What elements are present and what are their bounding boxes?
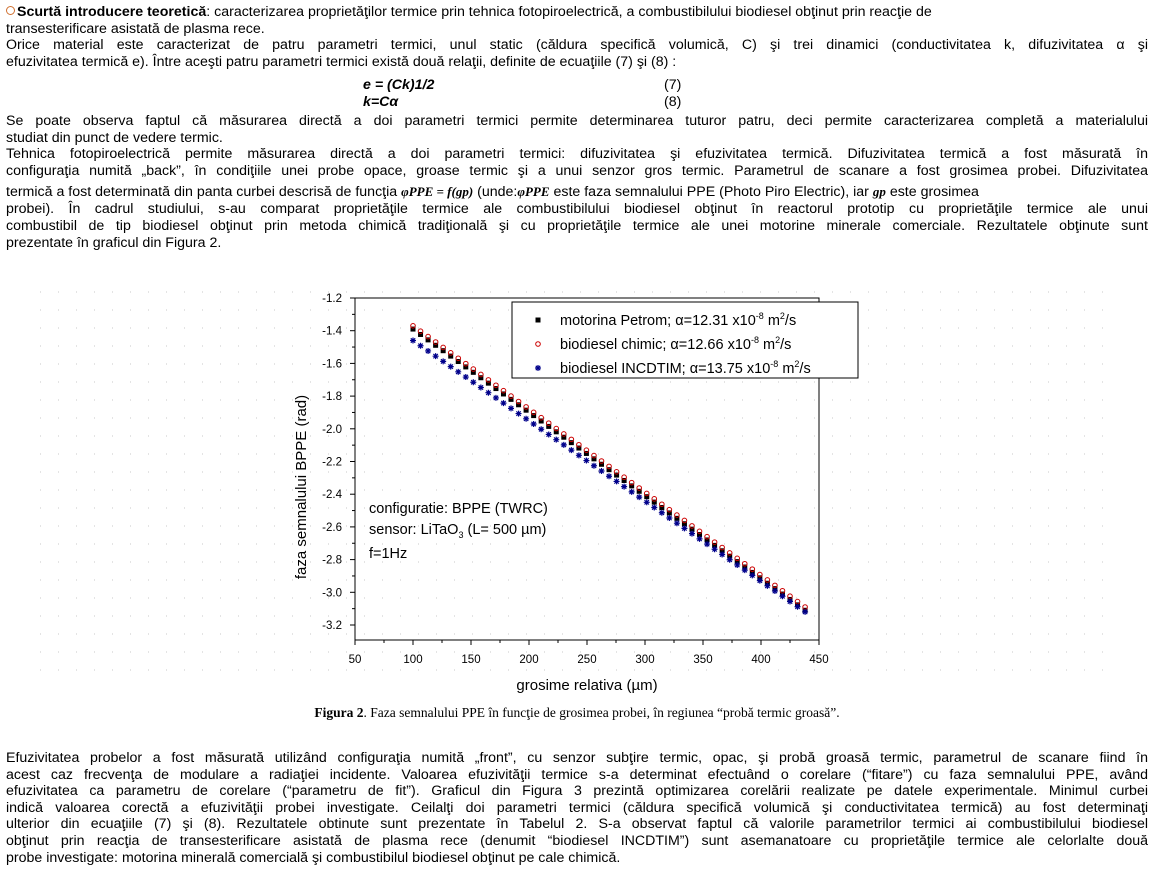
annotation-block — [369, 501, 548, 562]
data-point — [448, 364, 454, 370]
intro-line-3: Orice material este caracterizat de patru parametri termici, unul static (căldura specifică volumică, C) şi trei dinamici (conductivitatea k, difuzivitatea α şi — [6, 37, 1148, 54]
paragraph-3 — [6, 750, 1148, 866]
p3-line-5: ulterior din ecuaţiile (7) şi (8). Rezultatele obtinute sunt prezentate în Tabelul 2. S-a observat faptul că valorile parametrilor termici ai combustibilului biodiesel — [6, 816, 1148, 833]
p2-line-5: termică a fost determinată din panta curbei descrisă de funcţia φPPE = f(gp) (unde:φPPE este faza semnalului PPE (Photo Piro Electric), iar gp este grosimea — [6, 184, 979, 201]
intro-heading: Scurtă introducere teoretică — [17, 4, 207, 20]
data-point — [591, 463, 597, 469]
data-point — [704, 541, 710, 547]
data-point — [636, 494, 642, 500]
y-tick-label: -1.4 — [322, 325, 342, 338]
x-axis-label: grosime relativa (µm) — [516, 677, 658, 694]
y-tick-label: -2.4 — [322, 489, 342, 502]
intro-line-4: efuzivitatea termică e). Între aceşti patru parametri termici există două relaţii, definite de ecuaţiile (7) şi (8) : — [6, 53, 677, 70]
data-point — [697, 536, 703, 542]
data-point — [757, 578, 763, 584]
data-point — [576, 452, 582, 458]
p3-line-7: probe investigate: motorina minerală comercială şi combustibilul biodiesel obţinut pe cale chimică. — [6, 849, 621, 866]
x-tick-label: 200 — [519, 654, 539, 666]
data-point — [749, 572, 755, 578]
data-point — [742, 567, 748, 573]
data-point — [712, 546, 718, 552]
x-tick-label: 450 — [809, 654, 829, 666]
data-point — [516, 411, 522, 417]
y-tick-label: -2.6 — [322, 521, 342, 534]
y-tick-label: -1.6 — [322, 358, 342, 371]
legend-marker — [535, 365, 541, 371]
x-tick-label: 400 — [751, 654, 771, 666]
x-tick-label: 300 — [635, 654, 655, 666]
data-point — [644, 499, 650, 505]
equation-7: e = (Ck)1/2 — [363, 77, 435, 93]
data-point — [779, 593, 785, 599]
phi-formula: φPPE = f(gp) — [401, 184, 474, 200]
data-point — [500, 400, 506, 406]
data-point — [629, 489, 635, 495]
p2-line-6: probei). În cadrul studiului, s-au comparat proprietăţile termice ale combustibilului biodiesel obţinut în reactorul prototip cu proprietăţile termice ale unui — [6, 201, 1148, 218]
x-tick-label: 150 — [461, 654, 481, 666]
y-tick-label: -3.0 — [322, 587, 342, 600]
p3-line-4: indică valoarea corectă a efuzivităţii probei investigate. Ceilalţi doi parametri termici (căldura specifică volumică şi conductivitatea termică) au fost determinaţi — [6, 799, 1148, 816]
x-tick-label: 50 — [348, 654, 362, 666]
data-point — [802, 609, 808, 615]
x-tick-label: 100 — [403, 654, 423, 666]
data-point — [531, 421, 537, 427]
p3-line-6: obţinut prin reacţia de transesterificare asistată de plasma rece (denumit “biodiesel INCDTIM”) sunt asemanatoare cu proprietăţile termice ale celorlalte două — [6, 832, 1148, 849]
y-axis-label: faza semnalului BPPE (rad) — [293, 394, 310, 580]
p2-line-2: studiat din punct de vedere termic. — [6, 129, 223, 146]
data-point — [606, 473, 612, 479]
legend-entry: motorina Petrom; α=12.31 $x10^{-8}$ $m^2/s$ — [560, 311, 797, 329]
legend-entry: biodiesel chimic; α=12.66 $x10^{-8}$ $m^2/s$ — [560, 335, 792, 353]
caption-label: Figura 2 — [314, 705, 364, 720]
caption-text: . Faza semnalului PPE în funcţie de grosimea probei, în regiunea “probă termic groasă”. — [363, 705, 840, 720]
data-point — [538, 426, 544, 432]
data-point — [561, 442, 567, 448]
data-point — [719, 552, 725, 558]
data-point — [410, 338, 416, 344]
data-point — [546, 431, 552, 437]
data-point — [508, 405, 514, 411]
data-point — [787, 598, 793, 604]
y-tick-label: -1.8 — [322, 391, 342, 404]
data-point — [599, 468, 605, 474]
annotation-config: configuratie: BPPE (TWRC) — [369, 501, 548, 517]
figure-caption — [0, 705, 1154, 721]
data-point — [583, 458, 589, 464]
data-point — [433, 353, 439, 359]
data-point — [614, 478, 620, 484]
data-point — [659, 510, 665, 516]
p3-line-2: acest caz frecvenţa de modulare a radiaţiei incidente. Valoarea efuzivităţii termice s-a determinat efectuând o corelare (“fitare”) cu faza semnalului PPE, având — [6, 766, 1148, 783]
data-point — [772, 588, 778, 594]
data-point — [568, 447, 574, 453]
p2-line-8: prezentate în graficul din Figura 2. — [6, 234, 222, 251]
data-point — [674, 520, 680, 526]
y-tick-label: -1.2 — [322, 293, 342, 305]
p2-line-3: Tehnica fotopiroelectrică permite măsurarea directă a doi parametri termici: difuzivitatea şi efuzivitatea termică. Difuzivitatea termică a fost măsurată în — [6, 146, 1148, 163]
phi-symbol: φPPE — [517, 184, 550, 200]
p2-line-7: combustibil de tip biodiesel obţinut prin metoda chimică tradiţională şi cu proprietăţile termice ale unei motorine minerale comerciale. Rezultatele obţinute sunt — [6, 217, 1148, 234]
p2-line-1: Se poate observa faptul că măsurarea directă a doi parametri termici permite determinarea tuturor patru, deci permite caracterizarea completă a materialului — [6, 113, 1148, 129]
data-point — [666, 515, 672, 521]
y-tick-label: -2.8 — [322, 554, 342, 567]
annotation-sensor: sensor: LiTaO$_3$ (L= 500 µm) — [369, 522, 547, 540]
data-point — [440, 358, 446, 364]
intro-line-1: Scurtă introducere teoretică: caracterizarea proprietăţilor termice prin tehnica fotopiroelectrică, a combustibilului biodiesel obţinut prin reacţie de — [6, 4, 1148, 21]
data-point — [425, 348, 431, 354]
data-point — [478, 384, 484, 390]
p3-line-1: Efuzivitatea probelor a fost măsurată utilizând configuraţia numită „front”, cu senzor subţire termic, opac, şi probă groasă termic, parametrul de scanare fiind în — [6, 750, 1148, 766]
data-point — [734, 562, 740, 568]
data-point — [493, 395, 499, 401]
p3-line-3: efuzivitatea ca parametru de corelare (“parametru de fit”). Graficul din Figura 3 prezintă optimizarea corelării realizate pe datele experimentale. Minimul curbei — [6, 783, 1148, 800]
legend — [512, 302, 858, 378]
data-point — [463, 374, 469, 380]
equation-7-number: (7) — [664, 77, 682, 93]
data-point — [485, 390, 491, 396]
data-point — [681, 525, 687, 531]
equation-8-number: (8) — [664, 94, 682, 110]
intro-line-2: transesterificare asistată de plasma rece. — [6, 20, 265, 37]
data-point — [553, 437, 559, 443]
y-tick-label: -2.0 — [322, 423, 342, 436]
equation-8: k=Cα — [363, 94, 399, 110]
data-point — [621, 484, 627, 490]
legend-marker — [536, 318, 541, 323]
x-tick-label: 250 — [577, 654, 597, 666]
data-point — [651, 505, 657, 511]
p2-line-4: configuraţia numită „back”, în condiţiile unei probe opace, groase termic şi a unui senzor gros termic. Parametrul de scanare a fost grosimea probei. Difuzivitatea — [6, 162, 1148, 179]
data-point — [689, 531, 695, 537]
y-tick-label: -2.2 — [322, 456, 342, 469]
data-point — [523, 416, 529, 422]
data-point — [418, 343, 424, 349]
series-star — [410, 338, 808, 615]
data-point — [455, 369, 461, 375]
data-point — [764, 583, 770, 589]
x-tick-label: 350 — [693, 654, 713, 666]
legend-entry: biodiesel INCDTIM; α=13.75 $x10^{-8}$ $m^2/s$ — [560, 359, 811, 377]
data-point — [470, 379, 476, 385]
y-tick-label: -3.2 — [322, 620, 342, 632]
data-point — [727, 557, 733, 563]
gp-symbol: gp — [872, 184, 886, 200]
data-point — [795, 604, 801, 610]
annotation-frequency: f=1Hz — [369, 546, 408, 562]
